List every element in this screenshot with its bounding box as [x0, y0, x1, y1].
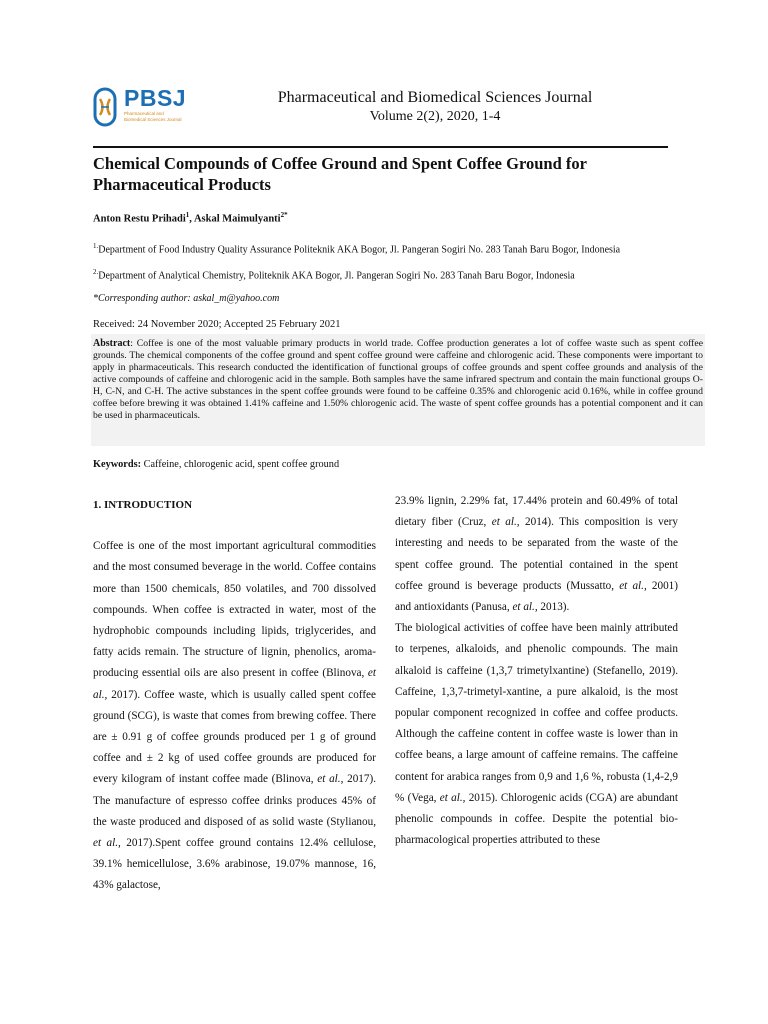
paper-title: Chemical Compounds of Coffee Ground and Spent Coffee Ground for Pharmaceutical Products: [93, 154, 587, 194]
affiliation-2: [93, 266, 703, 283]
body-paragraph: [395, 491, 678, 618]
citation-etal: et al.,: [93, 837, 121, 850]
logo-text: PBSJ: [124, 85, 187, 111]
abstract: [93, 338, 703, 422]
body-text: Coffee is one of the most important agricultural commodities and the most consumed beverage in the world. Coffee contains more than 1500 chemicals, 850 volatiles, and 700 dissolved compounds. When coffee is extracted in water, most of the hydrophobic compounds including lipids, triglycerides, and fatty acids remain. The structure of lignin, phenolics, aroma-producing essential oils are also present in coffee (Blinova,: [93, 540, 376, 680]
corresponding-author: *Corresponding author: askal_m@yahoo.com: [93, 293, 280, 304]
received-dates: Received: 24 November 2020; Accepted 25 February 2021: [93, 319, 341, 330]
citation-etal: et al.,: [512, 601, 538, 614]
body-paragraph: [395, 618, 678, 851]
author-separator: ,: [189, 213, 194, 225]
body-text: 2015). Chlorogenic acids (CGA) are abundant phenolic compounds in coffee. Despite the potential bio-pharmacological properties attributed to these: [395, 791, 678, 847]
body-paragraph: [93, 536, 376, 896]
journal-logo: [92, 85, 202, 131]
journal-name: Pharmaceutical and Biomedical Sciences Journal: [277, 89, 593, 106]
right-column: [395, 491, 678, 851]
author-name: Askal Maimulyanti: [193, 213, 281, 225]
body-text: 2001) and antioxidants (Panusa,: [395, 579, 678, 614]
pbsj-logo-mark-icon: [92, 87, 118, 127]
author-affiliation-mark: 1: [185, 211, 190, 219]
body-text: 2013).: [537, 601, 570, 614]
affiliation-1: [93, 240, 703, 257]
affiliation-mark: 2.: [93, 268, 99, 276]
abstract-label: Abstract: [93, 338, 131, 349]
abstract-text: : Coffee is one of the most valuable primary products in world trade. Coffee production generates a lot of coffee waste such as spent coffee grounds. The chemical components of the coffee ground and spent coffee ground were caffeine and chlorogenic acid. These components were important to apply in pharmaceuticals. This research conducted the identification of functional groups of coffee grounds and spent coffee grounds and analysis of the active compounds of caffeine and chlorogenic acid in the sample. Both samples have the same infrared spectrum and contain the main functional groups O-H, C-N, and C-H. The active substances in the spent coffee grounds were found to be caffeine 0.35% and chlorogenic acid 0.16%, while in coffee ground coffee before brewing it was obtained 1.41% caffeine and 1.50% chlorogenic acid. The waste of spent coffee grounds has a potential component and it can be used in pharmaceuticals.: [93, 338, 703, 421]
body-text: 2017).Spent coffee ground contains 12.4% cellulose, 39.1% hemicellulose, 3.6% arabinose, 19.07% mannose, 16, 43% galactose,: [93, 837, 376, 892]
body-text: 23.9% lignin, 2.29% fat, 17.44% protein and 60.49% of total dietary fiber (Cruz,: [395, 495, 678, 529]
body-text: 2014). This composition is very interesting and needs to be separated from the waste of the spent coffee ground. The potential contained in the spent coffee ground is beverage products (Mussatto,: [395, 516, 678, 592]
affiliation-text: Department of Analytical Chemistry, Politeknik AKA Bogor, Jl. Pangeran Sogiri No. 283 Tanah Baru Bogor, Indonesia: [98, 270, 575, 282]
keywords-label: Keywords:: [93, 459, 142, 470]
author-list: [93, 211, 288, 225]
body-text: 2017). The manufacture of espresso coffee drinks produces 45% of the waste produced and disposed of as solid waste (Stylianou,: [93, 773, 376, 828]
citation-etal: et al.,: [619, 579, 647, 592]
citation-etal: et al.,: [491, 516, 520, 529]
logo-subtitle: Pharmaceutical and Biomedical Sciences Journal: [124, 111, 182, 122]
body-text: The biological activities of coffee have been mainly attributed to terpenes, alkaloids, and phenolic compounds. The main alkaloid is caffeine (1,3,7 trimetylxantine) (Stefanello, 2019). Caffeine, 1,3,7-trimetyl-xantine, a pure alkaloid, is the most popular component recognized in coffee and coffee products. Although the caffeine content in coffee waste is lower than in coffee beans, a large amount of caffeine remains. The caffeine content for arabica ranges from 0,9 and 1,6 %, robusta (1,4-2,9 % (Vega,: [395, 622, 678, 804]
left-column: [93, 493, 376, 897]
author-name: Anton Restu Prihadi: [93, 213, 186, 225]
affiliation-mark: 1.: [93, 242, 99, 250]
citation-etal: et al.,: [439, 791, 466, 804]
header-divider: [93, 146, 668, 148]
affiliation-text: Department of Food Industry Quality Assurance Politeknik AKA Bogor, Jl. Pangeran Sogiri No. 283 Tanah Baru Bogor, Indonesia: [98, 244, 621, 256]
citation-etal: et al.,: [93, 667, 376, 701]
keywords: [93, 459, 339, 470]
citation-etal: et al.,: [317, 773, 344, 786]
author-affiliation-mark: 2*: [280, 211, 288, 219]
journal-volume: Volume 2(2), 2020, 1-4: [369, 109, 501, 124]
body-text: 2017). Coffee waste, which is usually called spent coffee ground (SCG), is waste that comes from brewing coffee. There are ± 0.91 g of coffee grounds produced per 1 g of ground coffee and ± 2 kg of used coffee grounds are produced for every kilogram of instant coffee made (Blinova,: [93, 688, 376, 786]
keywords-text: Caffeine, chlorogenic acid, spent coffee ground: [141, 459, 340, 470]
section-heading-introduction: 1. INTRODUCTION: [93, 499, 193, 511]
